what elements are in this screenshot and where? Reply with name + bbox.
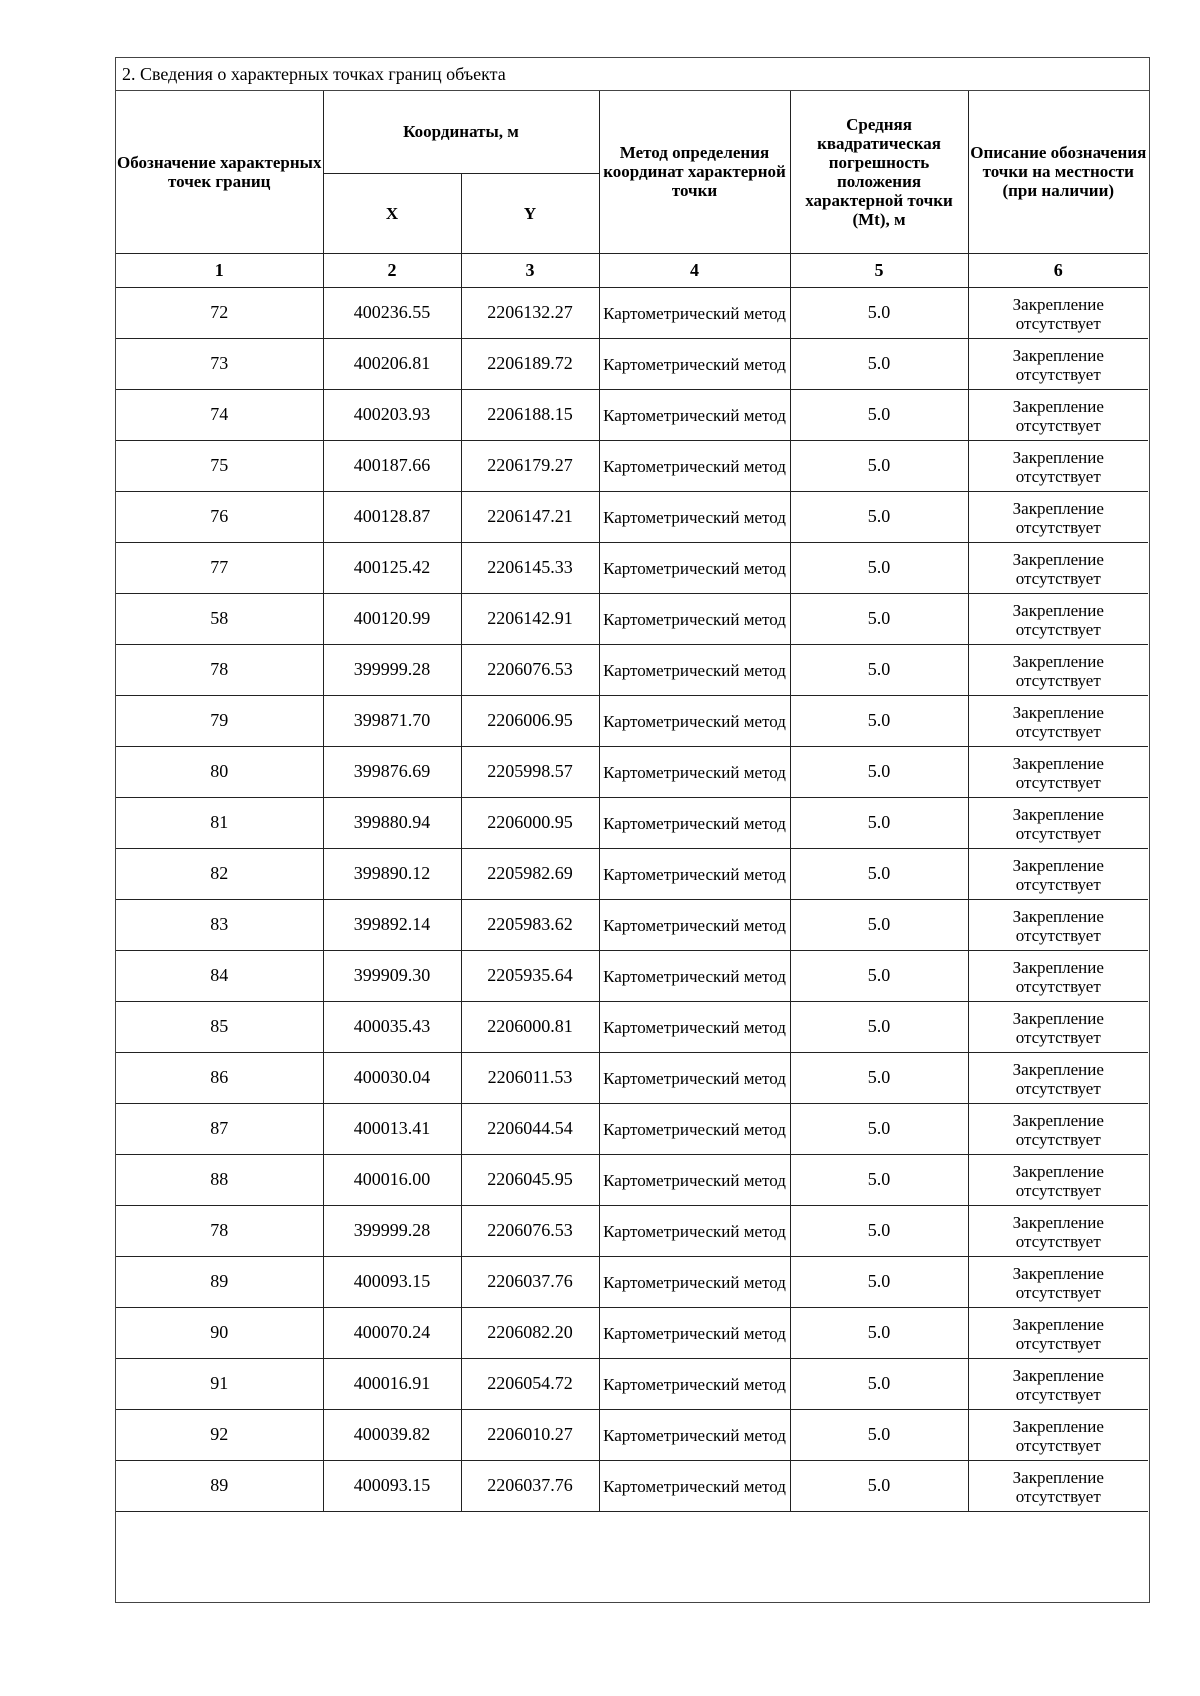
y-coordinate-cell: 2206045.95	[461, 1154, 599, 1205]
point-designation-cell: 80	[116, 746, 323, 797]
table-row	[116, 1358, 1148, 1409]
error-cell: 5.0	[790, 1409, 968, 1460]
method-cell: Картометрический метод	[599, 1205, 790, 1256]
error-cell: 5.0	[790, 1307, 968, 1358]
table-row	[116, 797, 1148, 848]
error-cell: 5.0	[790, 1001, 968, 1052]
point-designation-cell: 85	[116, 1001, 323, 1052]
column-number: 4	[599, 253, 790, 287]
description-cell: Закрепление отсутствует	[968, 899, 1148, 950]
table-row	[116, 389, 1148, 440]
error-cell: 5.0	[790, 1154, 968, 1205]
method-cell: Картометрический метод	[599, 746, 790, 797]
y-coordinate-cell: 2206037.76	[461, 1460, 599, 1511]
x-coordinate-cell: 400030.04	[323, 1052, 461, 1103]
column-number: 6	[968, 253, 1148, 287]
x-coordinate-cell: 399890.12	[323, 848, 461, 899]
y-coordinate-cell: 2206188.15	[461, 389, 599, 440]
header-y: Y	[461, 173, 599, 253]
method-cell: Картометрический метод	[599, 1409, 790, 1460]
point-designation-cell: 84	[116, 950, 323, 1001]
description-cell: Закрепление отсутствует	[968, 491, 1148, 542]
x-coordinate-cell: 400093.15	[323, 1256, 461, 1307]
description-cell: Закрепление отсутствует	[968, 746, 1148, 797]
point-designation-cell: 76	[116, 491, 323, 542]
x-coordinate-cell: 400093.15	[323, 1460, 461, 1511]
y-coordinate-cell: 2206076.53	[461, 1205, 599, 1256]
header-error: Средняя квадратическая погрешность положения характерной точки (Mt), м	[790, 91, 968, 253]
error-cell: 5.0	[790, 440, 968, 491]
document-sheet	[115, 57, 1150, 1603]
point-designation-cell: 83	[116, 899, 323, 950]
table-row	[116, 1103, 1148, 1154]
description-cell: Закрепление отсутствует	[968, 287, 1148, 338]
method-cell: Картометрический метод	[599, 848, 790, 899]
y-coordinate-cell: 2206006.95	[461, 695, 599, 746]
method-cell: Картометрический метод	[599, 899, 790, 950]
table-body	[116, 287, 1148, 1511]
error-cell: 5.0	[790, 746, 968, 797]
header-description: Описание обозначения точки на местности (при наличии)	[968, 91, 1148, 253]
description-cell: Закрепление отсутствует	[968, 1001, 1148, 1052]
error-cell: 5.0	[790, 491, 968, 542]
y-coordinate-cell: 2205935.64	[461, 950, 599, 1001]
point-designation-cell: 72	[116, 287, 323, 338]
y-coordinate-cell: 2206145.33	[461, 542, 599, 593]
y-coordinate-cell: 2206010.27	[461, 1409, 599, 1460]
error-cell: 5.0	[790, 695, 968, 746]
y-coordinate-cell: 2206037.76	[461, 1256, 599, 1307]
x-coordinate-cell: 400236.55	[323, 287, 461, 338]
table-row	[116, 848, 1148, 899]
description-cell: Закрепление отсутствует	[968, 644, 1148, 695]
point-designation-cell: 91	[116, 1358, 323, 1409]
description-cell: Закрепление отсутствует	[968, 1307, 1148, 1358]
point-designation-cell: 88	[116, 1154, 323, 1205]
x-coordinate-cell: 400013.41	[323, 1103, 461, 1154]
point-designation-cell: 82	[116, 848, 323, 899]
table-row	[116, 440, 1148, 491]
header-coordinates: Координаты, м	[323, 91, 599, 173]
table-row	[116, 695, 1148, 746]
method-cell: Картометрический метод	[599, 1358, 790, 1409]
table-row	[116, 1460, 1148, 1511]
table-row	[116, 287, 1148, 338]
method-cell: Картометрический метод	[599, 1256, 790, 1307]
error-cell: 5.0	[790, 542, 968, 593]
y-coordinate-cell: 2206082.20	[461, 1307, 599, 1358]
method-cell: Картометрический метод	[599, 950, 790, 1001]
table-row	[116, 1256, 1148, 1307]
table-row	[116, 950, 1148, 1001]
description-cell: Закрепление отсутствует	[968, 1256, 1148, 1307]
method-cell: Картометрический метод	[599, 542, 790, 593]
y-coordinate-cell: 2205983.62	[461, 899, 599, 950]
description-cell: Закрепление отсутствует	[968, 1358, 1148, 1409]
table-row	[116, 1154, 1148, 1205]
method-cell: Картометрический метод	[599, 644, 790, 695]
point-designation-cell: 73	[116, 338, 323, 389]
y-coordinate-cell: 2206011.53	[461, 1052, 599, 1103]
table-row	[116, 746, 1148, 797]
section-title: 2. Сведения о характерных точках границ объекта	[116, 58, 1149, 91]
description-cell: Закрепление отсутствует	[968, 542, 1148, 593]
error-cell: 5.0	[790, 950, 968, 1001]
x-coordinate-cell: 400016.91	[323, 1358, 461, 1409]
error-cell: 5.0	[790, 593, 968, 644]
error-cell: 5.0	[790, 797, 968, 848]
description-cell: Закрепление отсутствует	[968, 1154, 1148, 1205]
error-cell: 5.0	[790, 1052, 968, 1103]
table-row	[116, 338, 1148, 389]
y-coordinate-cell: 2206189.72	[461, 338, 599, 389]
table-row	[116, 1052, 1148, 1103]
description-cell: Закрепление отсутствует	[968, 1103, 1148, 1154]
point-designation-cell: 75	[116, 440, 323, 491]
table-row	[116, 644, 1148, 695]
method-cell: Картометрический метод	[599, 1103, 790, 1154]
y-coordinate-cell: 2206000.81	[461, 1001, 599, 1052]
error-cell: 5.0	[790, 1205, 968, 1256]
method-cell: Картометрический метод	[599, 695, 790, 746]
method-cell: Картометрический метод	[599, 338, 790, 389]
error-cell: 5.0	[790, 848, 968, 899]
column-number: 3	[461, 253, 599, 287]
point-designation-cell: 77	[116, 542, 323, 593]
header-designation: Обозначение характерных точек границ	[116, 91, 323, 253]
y-coordinate-cell: 2206076.53	[461, 644, 599, 695]
description-cell: Закрепление отсутствует	[968, 1409, 1148, 1460]
table-row	[116, 1001, 1148, 1052]
point-designation-cell: 79	[116, 695, 323, 746]
description-cell: Закрепление отсутствует	[968, 338, 1148, 389]
table-row	[116, 1205, 1148, 1256]
table-row	[116, 1409, 1148, 1460]
x-coordinate-cell: 399999.28	[323, 1205, 461, 1256]
x-coordinate-cell: 400035.43	[323, 1001, 461, 1052]
error-cell: 5.0	[790, 899, 968, 950]
method-cell: Картометрический метод	[599, 797, 790, 848]
y-coordinate-cell: 2206000.95	[461, 797, 599, 848]
x-coordinate-cell: 400125.42	[323, 542, 461, 593]
x-coordinate-cell: 400039.82	[323, 1409, 461, 1460]
x-coordinate-cell: 399876.69	[323, 746, 461, 797]
y-coordinate-cell: 2205982.69	[461, 848, 599, 899]
x-coordinate-cell: 399880.94	[323, 797, 461, 848]
x-coordinate-cell: 399999.28	[323, 644, 461, 695]
column-number: 2	[323, 253, 461, 287]
error-cell: 5.0	[790, 1358, 968, 1409]
method-cell: Картометрический метод	[599, 491, 790, 542]
error-cell: 5.0	[790, 389, 968, 440]
point-designation-cell: 74	[116, 389, 323, 440]
y-coordinate-cell: 2206179.27	[461, 440, 599, 491]
table-row	[116, 899, 1148, 950]
description-cell: Закрепление отсутствует	[968, 389, 1148, 440]
description-cell: Закрепление отсутствует	[968, 593, 1148, 644]
description-cell: Закрепление отсутствует	[968, 848, 1148, 899]
x-coordinate-cell: 400016.00	[323, 1154, 461, 1205]
method-cell: Картометрический метод	[599, 1154, 790, 1205]
point-designation-cell: 89	[116, 1460, 323, 1511]
x-coordinate-cell: 400070.24	[323, 1307, 461, 1358]
column-number: 1	[116, 253, 323, 287]
description-cell: Закрепление отсутствует	[968, 1052, 1148, 1103]
table-row	[116, 1307, 1148, 1358]
error-cell: 5.0	[790, 1103, 968, 1154]
y-coordinate-cell: 2205998.57	[461, 746, 599, 797]
header-x: X	[323, 173, 461, 253]
boundary-points-table	[116, 91, 1148, 1512]
method-cell: Картометрический метод	[599, 1460, 790, 1511]
description-cell: Закрепление отсутствует	[968, 1205, 1148, 1256]
point-designation-cell: 86	[116, 1052, 323, 1103]
table-row	[116, 593, 1148, 644]
y-coordinate-cell: 2206044.54	[461, 1103, 599, 1154]
x-coordinate-cell: 399871.70	[323, 695, 461, 746]
point-designation-cell: 92	[116, 1409, 323, 1460]
point-designation-cell: 58	[116, 593, 323, 644]
point-designation-cell: 90	[116, 1307, 323, 1358]
y-coordinate-cell: 2206054.72	[461, 1358, 599, 1409]
point-designation-cell: 89	[116, 1256, 323, 1307]
method-cell: Картометрический метод	[599, 389, 790, 440]
x-coordinate-cell: 400203.93	[323, 389, 461, 440]
x-coordinate-cell: 400120.99	[323, 593, 461, 644]
x-coordinate-cell: 400187.66	[323, 440, 461, 491]
header-method: Метод определения координат характерной точки	[599, 91, 790, 253]
description-cell: Закрепление отсутствует	[968, 950, 1148, 1001]
x-coordinate-cell: 399892.14	[323, 899, 461, 950]
error-cell: 5.0	[790, 1256, 968, 1307]
x-coordinate-cell: 400206.81	[323, 338, 461, 389]
y-coordinate-cell: 2206142.91	[461, 593, 599, 644]
description-cell: Закрепление отсутствует	[968, 1460, 1148, 1511]
point-designation-cell: 78	[116, 644, 323, 695]
description-cell: Закрепление отсутствует	[968, 440, 1148, 491]
y-coordinate-cell: 2206147.21	[461, 491, 599, 542]
description-cell: Закрепление отсутствует	[968, 797, 1148, 848]
method-cell: Картометрический метод	[599, 593, 790, 644]
y-coordinate-cell: 2206132.27	[461, 287, 599, 338]
point-designation-cell: 81	[116, 797, 323, 848]
error-cell: 5.0	[790, 287, 968, 338]
method-cell: Картометрический метод	[599, 287, 790, 338]
error-cell: 5.0	[790, 1460, 968, 1511]
x-coordinate-cell: 400128.87	[323, 491, 461, 542]
method-cell: Картометрический метод	[599, 1001, 790, 1052]
error-cell: 5.0	[790, 644, 968, 695]
table-row	[116, 491, 1148, 542]
point-designation-cell: 78	[116, 1205, 323, 1256]
error-cell: 5.0	[790, 338, 968, 389]
point-designation-cell: 87	[116, 1103, 323, 1154]
method-cell: Картометрический метод	[599, 440, 790, 491]
table-row	[116, 542, 1148, 593]
column-number: 5	[790, 253, 968, 287]
description-cell: Закрепление отсутствует	[968, 695, 1148, 746]
method-cell: Картометрический метод	[599, 1307, 790, 1358]
x-coordinate-cell: 399909.30	[323, 950, 461, 1001]
method-cell: Картометрический метод	[599, 1052, 790, 1103]
